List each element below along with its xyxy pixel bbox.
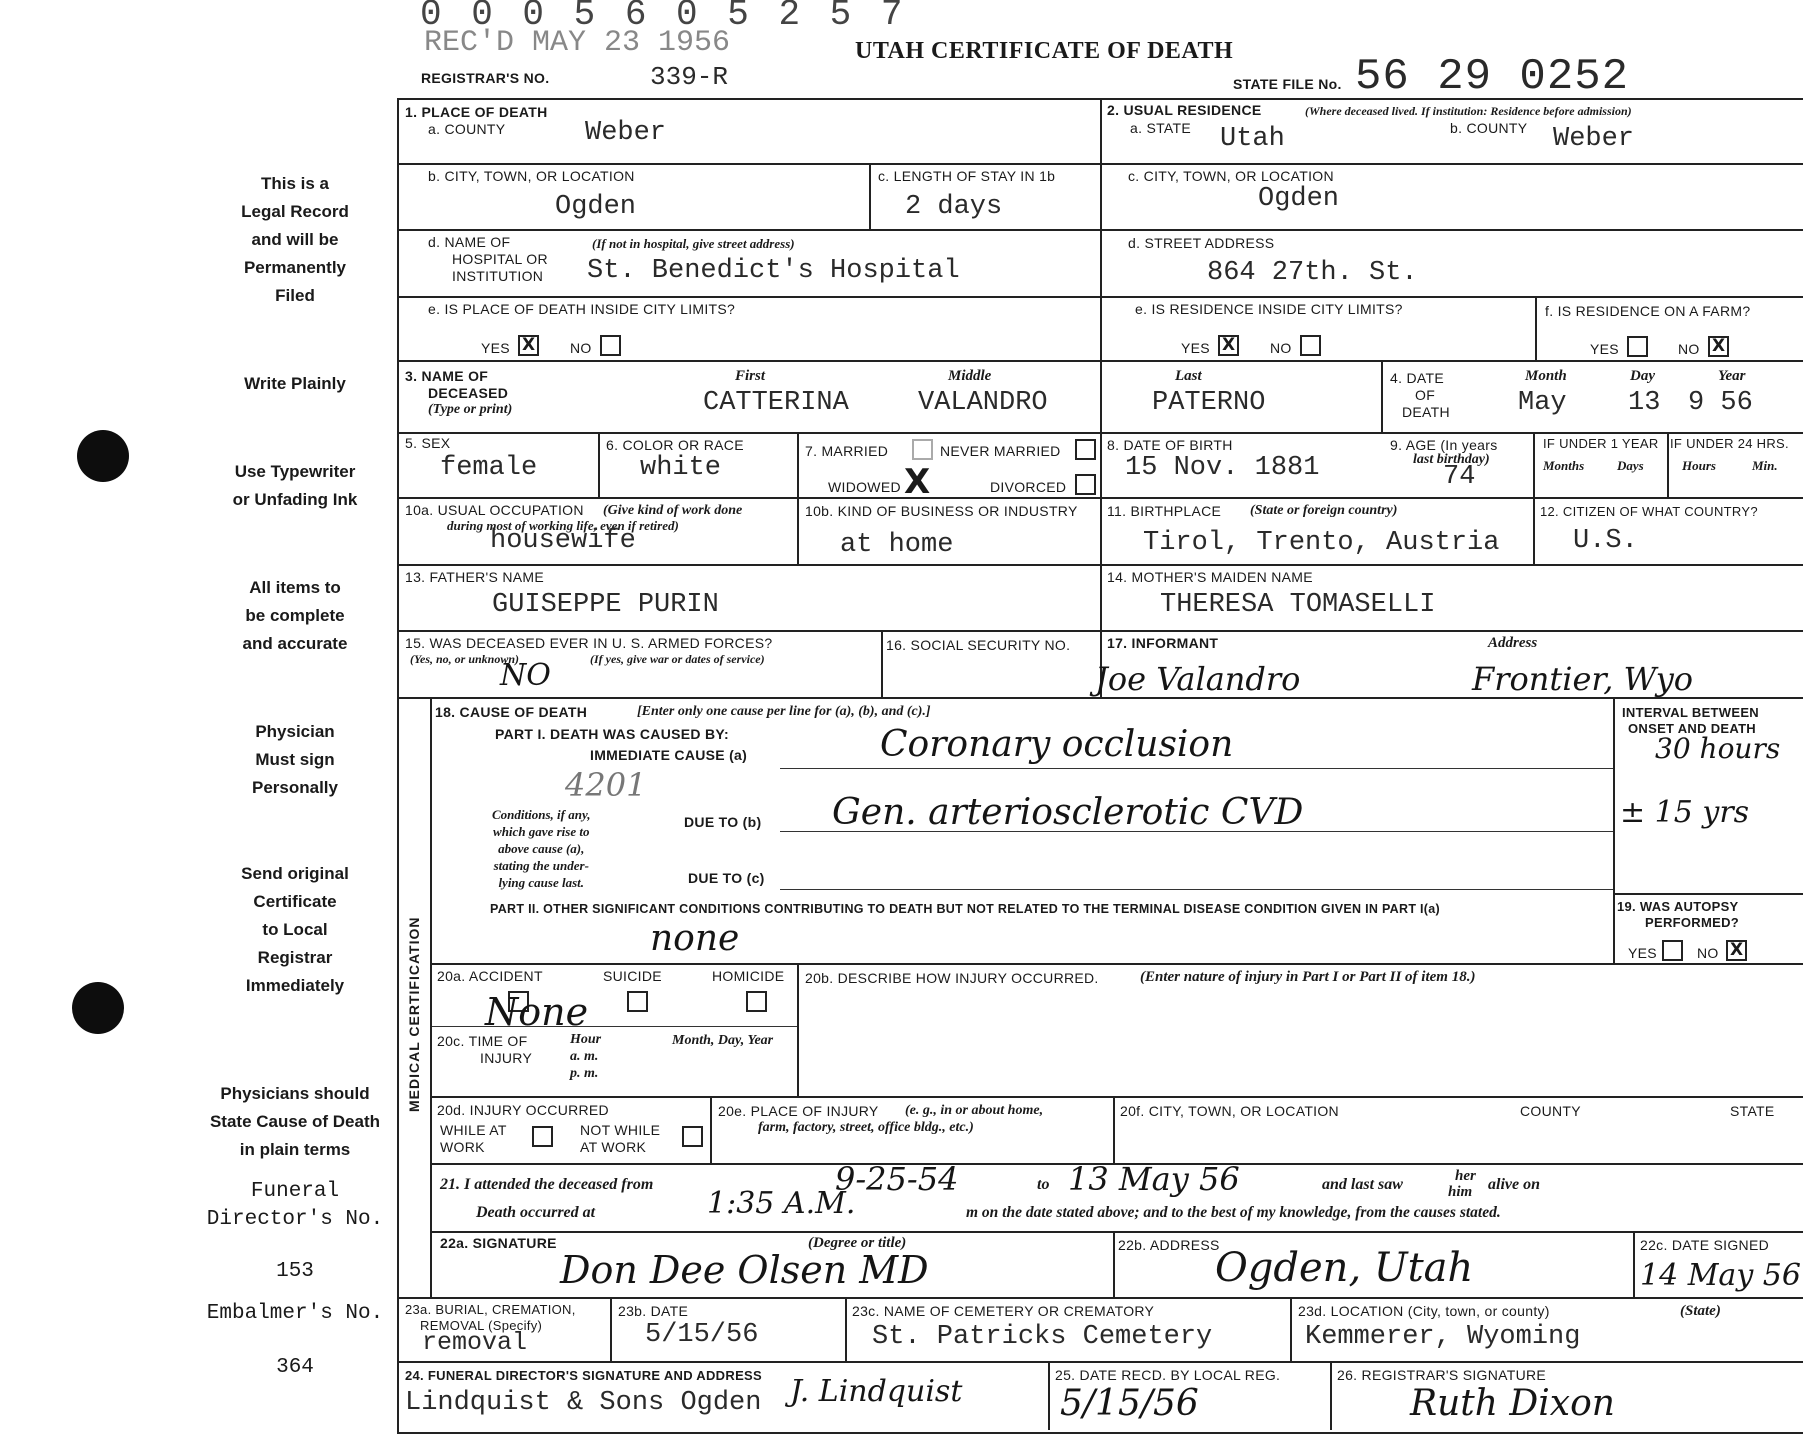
sex: female xyxy=(440,453,538,483)
physician-address: Ogden, Utah xyxy=(1215,1245,1474,1291)
death-county-label: a. COUNTY xyxy=(428,121,506,137)
widowed-mark[interactable]: X xyxy=(904,462,931,502)
sidebar-legal-record: This is a Legal Record and will be Permanently Filed xyxy=(241,174,349,305)
state-file-no: 56 29 0252 xyxy=(1355,52,1630,102)
not-while-label-2: AT WORK xyxy=(580,1139,647,1155)
attended-label: 21. I attended the deceased from xyxy=(440,1176,654,1193)
punch-hole-bottom xyxy=(72,982,124,1034)
occupation: housewife xyxy=(490,526,636,556)
dob: 15 Nov. 1881 xyxy=(1125,453,1320,483)
sidebar-send-original: Send original Certificate to Local Registrar Immediately xyxy=(241,864,349,995)
punch-hole-top xyxy=(77,430,129,482)
farm-no-checkbox[interactable]: X xyxy=(1708,336,1729,357)
stated-label: m on the date stated above; and to the best of my knowledge, from the causes stated. xyxy=(966,1204,1501,1221)
sex-label: 5. SEX xyxy=(405,435,451,451)
suicide-label: SUICIDE xyxy=(603,968,662,984)
married-label: 7. MARRIED xyxy=(805,443,889,459)
part2-label: PART II. OTHER SIGNIFICANT CONDITIONS CONTRIBUTING TO DEATH BUT NOT RELATED TO THE TERMINAL DISEASE CONDITION GIVEN IN PART I(a) xyxy=(490,902,1440,916)
divorced-label: DIVORCED xyxy=(990,479,1067,495)
armed-label: 15. WAS DECEASED EVER IN U. S. ARMED FORCES? xyxy=(405,635,773,651)
interval-a: 30 hours xyxy=(1655,732,1781,765)
middle-name: VALANDRO xyxy=(918,388,1048,418)
registrar-sig-label: 26. REGISTRAR'S SIGNATURE xyxy=(1337,1367,1547,1383)
armed-note-1: (Yes, no, or unknown) xyxy=(410,652,520,666)
residence-county-label: b. COUNTY xyxy=(1450,120,1528,136)
rule xyxy=(710,1096,712,1163)
min-label: Min. xyxy=(1752,458,1778,473)
while-work-label-1: WHILE AT xyxy=(440,1122,507,1138)
date-recd: 5/15/56 xyxy=(1060,1383,1199,1424)
funeral-signature: J. Lindquist xyxy=(790,1374,963,1409)
dod-month: May xyxy=(1518,388,1567,418)
am-label: a. m. xyxy=(570,1049,599,1064)
rule xyxy=(430,697,432,1297)
death-city-label: b. CITY, TOWN, OR LOCATION xyxy=(428,168,635,184)
street-address-label: d. STREET ADDRESS xyxy=(1128,235,1275,251)
days-label: Days xyxy=(1617,458,1644,473)
conditions-note: Conditions, if any, which gave rise to above cause (a), stating the under- lying cause last. xyxy=(492,807,591,890)
deceased-label-3: (Type or print) xyxy=(428,402,513,417)
residence-state-label: a. STATE xyxy=(1130,120,1192,136)
hour-label: Hour xyxy=(570,1032,602,1047)
injury-county-label: COUNTY xyxy=(1520,1103,1581,1119)
burial-method: removal xyxy=(422,1328,528,1357)
married-checkbox[interactable] xyxy=(912,439,933,460)
interval-label-1: INTERVAL BETWEEN xyxy=(1622,705,1759,720)
homicide-label: HOMICIDE xyxy=(712,968,785,984)
rule xyxy=(430,1231,1803,1233)
rule xyxy=(1113,1231,1115,1297)
rule xyxy=(869,163,871,229)
farm-no-label: NO xyxy=(1678,341,1700,357)
not-while-label-1: NOT WHILE xyxy=(580,1122,661,1138)
interval-label-2: ONSET AND DEATH xyxy=(1628,721,1756,736)
death-county: Weber xyxy=(585,118,667,148)
informant-address-label: Address xyxy=(1488,635,1538,651)
state-file-label: STATE FILE No. xyxy=(1233,76,1342,92)
residence-state: Utah xyxy=(1220,124,1285,154)
rule xyxy=(1381,360,1383,432)
pm-label: p. m. xyxy=(570,1066,599,1081)
death-at-label: Death occurred at xyxy=(476,1204,596,1221)
death-limits-no-label: NO xyxy=(570,340,592,356)
res-limits-yes-label: YES xyxy=(1181,340,1210,356)
interval-b: ± 15 yrs xyxy=(1620,795,1750,830)
residence-label: 2. USUAL RESIDENCE xyxy=(1107,102,1262,118)
year-label: Year xyxy=(1718,368,1746,384)
divorced-checkbox[interactable] xyxy=(1075,474,1096,495)
funeral-director-no-label: Funeral Director's No. xyxy=(206,1180,384,1231)
burial-label-1: 23a. BURIAL, CREMATION, xyxy=(405,1302,576,1317)
never-married-label: NEVER MARRIED xyxy=(940,443,1061,459)
attended-from: 9-25-54 xyxy=(835,1160,959,1198)
place-of-death-label: 1. PLACE OF DEATH xyxy=(405,104,548,120)
burial-date: 5/15/56 xyxy=(645,1320,759,1350)
under-1-label: IF UNDER 1 YEAR xyxy=(1543,436,1659,451)
deceased-label-2: DECEASED xyxy=(428,385,509,401)
time-injury-label-2: INJURY xyxy=(480,1050,533,1066)
day-label: Day xyxy=(1630,368,1655,384)
rule xyxy=(430,1096,1803,1098)
dod-label-1: 4. DATE xyxy=(1390,370,1444,386)
burial-location: Kemmerer, Wyoming xyxy=(1305,1322,1581,1352)
dob-label: 8. DATE OF BIRTH xyxy=(1107,437,1233,453)
autopsy-label-2: PERFORMED? xyxy=(1645,915,1739,930)
place-injury-note-1: (e. g., in or about home, xyxy=(905,1103,1044,1118)
rule xyxy=(610,1297,612,1361)
stamp-number: 0 0 0 5 6 0 5 2 5 7 xyxy=(420,0,907,35)
rule xyxy=(397,1297,1803,1299)
armed-note-2: (If yes, give war or dates of service) xyxy=(590,652,765,666)
death-time: 1:35 A.M. xyxy=(707,1186,856,1221)
first-name-label: First xyxy=(735,368,766,384)
death-limits-yes-label: YES xyxy=(481,340,510,356)
occupation-label: 10a. USUAL OCCUPATION xyxy=(405,502,584,518)
city-injury-label: 20f. CITY, TOWN, OR LOCATION xyxy=(1120,1103,1339,1119)
to-label: to xyxy=(1037,1176,1050,1193)
cause-note: [Enter only one cause per line for (a), (b), and (c).] xyxy=(637,704,931,719)
residence-limits-label: e. IS RESIDENCE INSIDE CITY LIMITS? xyxy=(1135,301,1403,317)
ssn-label: 16. SOCIAL SECURITY NO. xyxy=(886,637,1071,653)
injury-desc-note: (Enter nature of injury in Part I or Part II of item 18.) xyxy=(1140,969,1476,985)
rule xyxy=(1613,893,1803,895)
rule xyxy=(598,432,600,497)
rule xyxy=(1667,432,1669,497)
death-city-limits-label: e. IS PLACE OF DEATH INSIDE CITY LIMITS? xyxy=(428,301,736,317)
place-injury-label: 20e. PLACE OF INJURY xyxy=(718,1103,879,1119)
res-limits-yes-checkbox[interactable]: X xyxy=(1218,335,1239,356)
while-work-checkbox[interactable] xyxy=(532,1126,553,1147)
rule xyxy=(780,768,1615,769)
her-label: her xyxy=(1455,1168,1476,1184)
last-name: PATERNO xyxy=(1152,388,1266,418)
rule xyxy=(1633,1231,1635,1297)
place-injury-note-2: farm, factory, street, office bldg., etc.) xyxy=(758,1120,974,1135)
cemetery-label: 23c. NAME OF CEMETERY OR CREMATORY xyxy=(852,1303,1155,1319)
hospital-label-3: INSTITUTION xyxy=(452,268,544,284)
stay-label: c. LENGTH OF STAY IN 1b xyxy=(878,168,1056,184)
first-name: CATTERINA xyxy=(703,388,849,418)
rule xyxy=(1330,1361,1332,1430)
residence-city: Ogden xyxy=(1258,184,1340,214)
accident-label: 20a. ACCIDENT xyxy=(437,968,543,984)
registrar-no-label: REGISTRAR'S NO. xyxy=(421,70,550,86)
never-married-checkbox[interactable] xyxy=(1075,439,1096,460)
mother-label: 14. MOTHER'S MAIDEN NAME xyxy=(1107,569,1313,585)
location-label: 23d. LOCATION (City, town, or county) xyxy=(1298,1303,1550,1319)
rule xyxy=(797,963,799,1096)
part1-label: PART I. DEATH WAS CAUSED BY: xyxy=(495,726,729,742)
time-injury-label-1: 20c. TIME OF xyxy=(437,1033,528,1049)
autopsy-no-checkbox[interactable]: X xyxy=(1726,940,1747,961)
res-limits-no-label: NO xyxy=(1270,340,1292,356)
accident-value: None xyxy=(485,990,589,1034)
degree-label: (Degree or title) xyxy=(808,1235,907,1251)
funeral-director-no: 153 xyxy=(276,1260,314,1283)
race: white xyxy=(640,453,722,483)
middle-name-label: Middle xyxy=(948,368,992,384)
due-c-label: DUE TO (c) xyxy=(688,870,765,886)
alive-label: alive on xyxy=(1488,1176,1540,1193)
rule xyxy=(1613,697,1615,963)
form-title: UTAH CERTIFICATE OF DEATH xyxy=(855,38,1234,64)
dod-label-2: OF xyxy=(1415,387,1436,403)
occupation-note-2: during most of working life, even if retired) xyxy=(447,518,679,533)
date-signed-label: 22c. DATE SIGNED xyxy=(1640,1237,1770,1253)
widowed-label: WIDOWED xyxy=(828,479,901,495)
rule xyxy=(1290,1297,1292,1361)
disease-code: 4201 xyxy=(565,766,647,804)
part2-value: none xyxy=(650,918,740,959)
physician-address-label: 22b. ADDRESS xyxy=(1118,1237,1220,1253)
burial-label-2: REMOVAL (Specify) xyxy=(420,1318,543,1333)
injury-state-label: STATE xyxy=(1730,1103,1775,1119)
autopsy-label-1: 19. WAS AUTOPSY xyxy=(1617,899,1739,914)
rule xyxy=(1113,1096,1115,1163)
occupation-note-1: (Give kind of work done xyxy=(603,503,743,518)
dod-day: 13 xyxy=(1628,388,1661,418)
informant-address: Frontier, Wyo xyxy=(1472,660,1694,698)
autopsy-no-label: NO xyxy=(1697,945,1719,961)
residence-note: (Where deceased lived. If institution: Residence before admission) xyxy=(1305,104,1632,118)
under-24-label: IF UNDER 24 HRS. xyxy=(1670,436,1789,451)
injury-occurred-label: 20d. INJURY OCCURRED xyxy=(437,1102,609,1118)
street-address: 864 27th. St. xyxy=(1207,258,1418,288)
attended-to: 13 May 56 xyxy=(1068,1160,1240,1198)
farm-yes-label: YES xyxy=(1590,341,1619,357)
rule xyxy=(397,1361,1803,1363)
rule xyxy=(1048,1361,1050,1430)
embalmer-no-label: Embalmer's No. xyxy=(206,1302,384,1325)
rule xyxy=(1533,432,1535,564)
physician-signature: Don Dee Olsen MD xyxy=(560,1248,929,1292)
age-label-2: last birthday) xyxy=(1413,452,1490,467)
mother-name: THERESA TOMASELLI xyxy=(1160,590,1436,620)
hospital-label-2: HOSPITAL OR xyxy=(452,251,548,267)
birthplace-label: 11. BIRTHPLACE xyxy=(1107,503,1222,519)
dod-label-3: DEATH xyxy=(1402,404,1450,420)
age-label-1: 9. AGE (In years xyxy=(1390,437,1498,453)
stay-length: 2 days xyxy=(905,192,1003,222)
funeral-director: Lindquist & Sons Ogden xyxy=(405,1388,762,1418)
hospital-note: (If not in hospital, give street address) xyxy=(592,236,795,251)
embalmer-no: 364 xyxy=(276,1356,314,1379)
hours-label: Hours xyxy=(1682,458,1716,473)
rule xyxy=(845,1297,847,1361)
rule xyxy=(430,963,1803,965)
while-work-label-2: WORK xyxy=(440,1139,485,1155)
deceased-label-1: 3. NAME OF xyxy=(405,368,489,384)
rule xyxy=(1100,98,1102,697)
cause-label: 18. CAUSE OF DEATH xyxy=(435,704,588,720)
sidebar-plain-terms: Physicians should State Cause of Death in plain terms xyxy=(209,1084,381,1159)
immediate-label: IMMEDIATE CAUSE (a) xyxy=(590,747,748,763)
death-limits-yes-checkbox[interactable]: X xyxy=(518,335,539,356)
rule xyxy=(797,432,799,564)
suicide-checkbox[interactable] xyxy=(627,991,648,1012)
death-city: Ogden xyxy=(555,192,637,222)
last-name-label: Last xyxy=(1175,368,1202,384)
residence-city-label: c. CITY, TOWN, OR LOCATION xyxy=(1128,168,1334,184)
due-b-label: DUE TO (b) xyxy=(684,814,762,830)
received-stamp: REC'D MAY 23 1956 xyxy=(424,26,731,60)
registrar-signature: Ruth Dixon xyxy=(1410,1383,1615,1424)
rule xyxy=(881,630,883,697)
death-limits-no-checkbox[interactable] xyxy=(600,335,621,356)
date-recd-label: 25. DATE RECD. BY LOCAL REG. xyxy=(1055,1367,1281,1383)
hospital-label-1: d. NAME OF xyxy=(428,234,511,250)
registrar-no: 339-R xyxy=(650,62,729,92)
homicide-checkbox[interactable] xyxy=(746,991,767,1012)
injury-desc-label: 20b. DESCRIBE HOW INJURY OCCURRED. xyxy=(805,970,1099,986)
dod-year: 9 56 xyxy=(1688,388,1753,418)
citizen: U.S. xyxy=(1573,526,1638,556)
farm-label: f. IS RESIDENCE ON A FARM? xyxy=(1545,303,1751,319)
informant-name: Joe Valandro xyxy=(1095,660,1301,698)
medical-certification-label: MEDICAL CERTIFICATION xyxy=(406,916,422,1112)
citizen-label: 12. CITIZEN OF WHAT COUNTRY? xyxy=(1540,504,1758,519)
race-label: 6. COLOR OR RACE xyxy=(606,437,744,453)
him-label: him xyxy=(1448,1184,1473,1200)
sidebar-physician: Physician Must sign Personally xyxy=(252,722,338,797)
due-b: Gen. arteriosclerotic CVD xyxy=(832,792,1304,833)
autopsy-yes-label: YES xyxy=(1628,945,1657,961)
mdy-label: Month, Day, Year xyxy=(672,1033,774,1048)
sidebar-typewriter: Use Typewriter or Unfading Ink xyxy=(232,462,358,509)
father-name: GUISEPPE PURIN xyxy=(492,590,719,620)
birthplace: Tirol, Trento, Austria xyxy=(1143,528,1500,558)
res-limits-no-checkbox[interactable] xyxy=(1300,335,1321,356)
not-while-checkbox[interactable] xyxy=(682,1126,703,1147)
armed-answer: NO xyxy=(500,658,551,693)
informant-label: 17. INFORMANT xyxy=(1107,635,1219,651)
burial-date-label: 23b. DATE xyxy=(618,1303,689,1319)
sidebar-complete: All items to be complete and accurate xyxy=(242,578,348,653)
last-saw-label: and last saw xyxy=(1322,1176,1403,1193)
hospital-name: St. Benedict's Hospital xyxy=(587,256,960,286)
business: at home xyxy=(840,530,954,560)
residence-county: Weber xyxy=(1553,124,1635,154)
cemetery: St. Patricks Cemetery xyxy=(872,1322,1213,1352)
signature-label: 22a. SIGNATURE xyxy=(440,1235,557,1251)
rule xyxy=(1535,296,1537,360)
months-label: Months xyxy=(1543,458,1585,473)
immediate-cause: Coronary occlusion xyxy=(880,724,1234,765)
month-label: Month xyxy=(1525,368,1567,384)
funeral-sig-label: 24. FUNERAL DIRECTOR'S SIGNATURE AND ADDRESS xyxy=(405,1368,762,1383)
birthplace-note: (State or foreign country) xyxy=(1250,503,1398,518)
location-state-label: (State) xyxy=(1680,1303,1721,1319)
age: 74 xyxy=(1443,462,1476,492)
autopsy-yes-checkbox[interactable] xyxy=(1662,940,1683,961)
date-signed: 14 May 56 xyxy=(1640,1258,1801,1293)
farm-yes-checkbox[interactable] xyxy=(1627,336,1648,357)
sidebar-write-plainly: Write Plainly xyxy=(244,374,346,393)
business-label: 10b. KIND OF BUSINESS OR INDUSTRY xyxy=(805,503,1078,519)
rule xyxy=(780,889,1615,890)
father-label: 13. FATHER'S NAME xyxy=(405,569,544,585)
